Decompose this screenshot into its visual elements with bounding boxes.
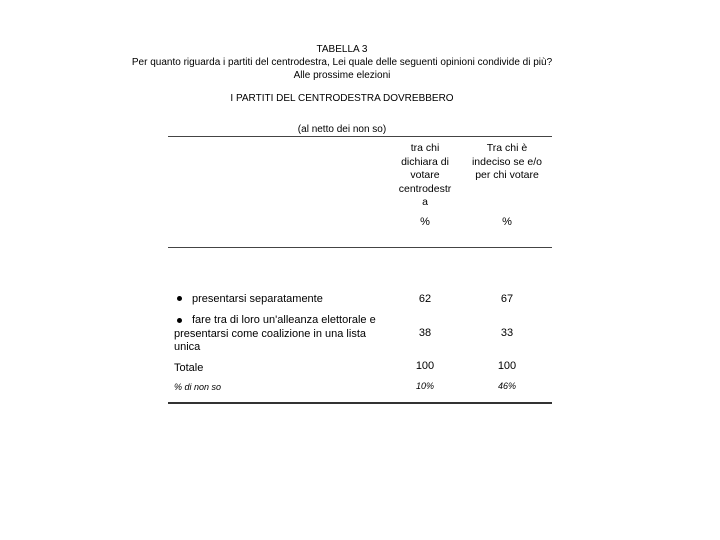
value-dont-know-voters: 10% — [415, 381, 434, 391]
row-label-coalition: fare tra di loro un'alleanza elettorale e presentarsi come coalizione in una lista unica — [174, 314, 376, 353]
row-label-separate: presentarsi separatamente — [192, 293, 323, 305]
value-coalition-undecided: 33 — [500, 327, 514, 339]
column-unit-voters: % — [420, 216, 430, 228]
context-text: Alle prossime elezioni — [293, 70, 391, 81]
table-top-rule — [168, 136, 552, 137]
column-header-voters: tra chi dichiara di votare centrodestr a — [398, 142, 452, 208]
value-separate-undecided: 67 — [500, 293, 514, 305]
table-number: TABELLA 3 — [316, 44, 368, 55]
column-unit-undecided: % — [502, 216, 512, 228]
value-total-undecided: 100 — [497, 360, 517, 372]
note-text: (al netto dei non so) — [297, 124, 387, 135]
column-header-undecided: Tra chi è indeciso se e/o per chi votare — [471, 142, 543, 181]
table-bottom-rule — [168, 402, 552, 404]
value-coalition-voters: 38 — [418, 327, 432, 339]
bullet-icon — [177, 296, 182, 301]
value-separate-voters: 62 — [418, 293, 432, 305]
question-text: Per quanto riguarda i partiti del centrodestra, Lei quale delle seguenti opinioni condivide di più? — [131, 57, 553, 68]
statement-heading: I PARTITI DEL CENTRODESTRA DOVREBBERO — [230, 93, 454, 104]
value-dont-know-undecided: 46% — [497, 381, 516, 391]
row-label-dont-know: % di non so — [174, 382, 222, 392]
row-label-total: Totale — [174, 362, 204, 374]
value-total-voters: 100 — [415, 360, 435, 372]
header-bottom-rule — [168, 247, 552, 248]
